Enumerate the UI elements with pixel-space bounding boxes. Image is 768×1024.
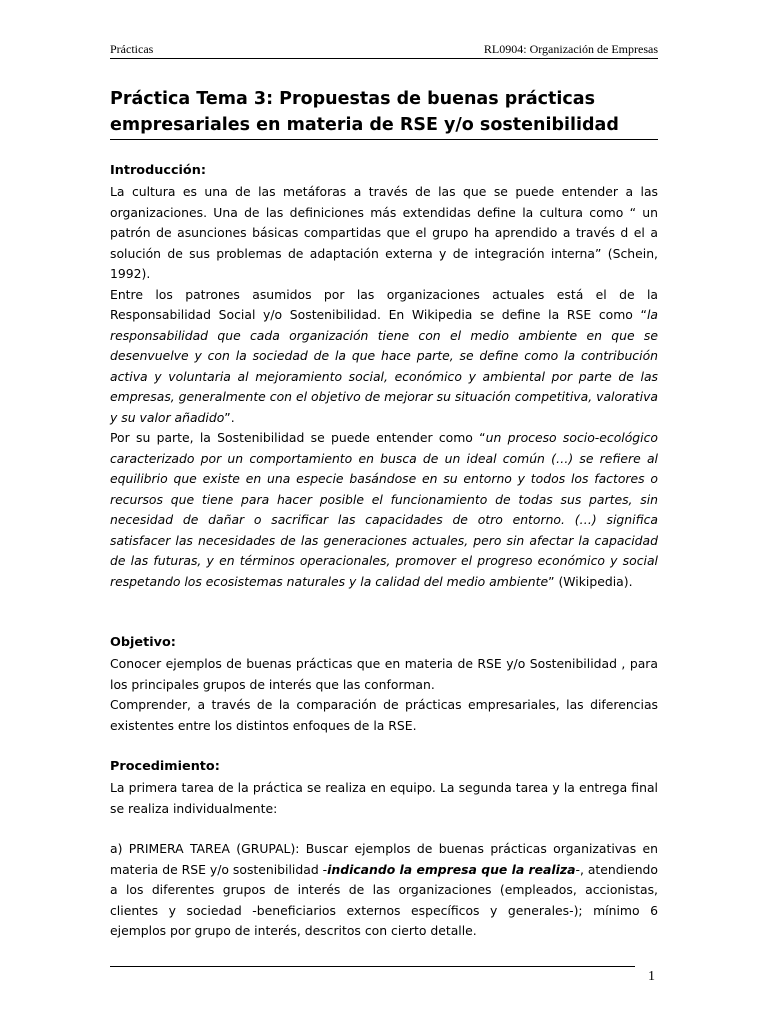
objective-section [110,632,658,736]
procedure-paragraph-1: La primera tarea de la práctica se realiza en equipo. La segunda tarea y la entrega final se realiza individualmente: [110,780,658,816]
section-spacer [110,736,658,756]
sustainability-definition-lead: Por su parte, la Sostenibilidad se puede entender como “ [110,430,486,445]
first-task-paragraph [110,839,658,942]
document-body [110,160,658,942]
page-number: 1 [648,969,655,984]
first-task-emphasis: indicando la empresa que la realiza [327,861,576,877]
first-task-lead: a) PRIMERA TAREA (GRUPAL): Buscar ejemplos de buenas prácticas organizativas en materia de RSE y/o sostenibilidad - [110,841,658,877]
objective-paragraph-2: Comprender, a través de la comparación de prácticas empresariales, las diferencias existentes entre los distintos enfoques de la RSE. [110,697,658,733]
header-section-name: Prácticas [110,42,154,56]
introduction-heading: Introducción: [110,163,206,178]
introduction-paragraph-2 [110,285,658,429]
footer-divider [110,966,635,967]
rse-definition-tail: ”. [224,409,235,425]
procedure-section [110,756,658,942]
objective-heading: Objetivo: [110,635,176,650]
first-task-tail: -, atendiendo a los diferentes grupos de interés de las organizaciones (empleados, accionistas, clientes y sociedad -beneficiarios externos específicos y generales-); mínimo 6 ejemplos por grupo de interés, descritos con cierto detalle. [110,861,658,938]
rse-definition-lead: Entre los patrones asumidos por las organizaciones actuales está el de la Responsabilidad Social y/o Sostenibilidad. En Wikipedia se define la RSE como “ [110,286,658,322]
objective-paragraph-1: Conocer ejemplos de buenas prácticas que en materia de RSE y/o Sostenibilidad , para los principales grupos de interés que las conforman. [110,656,658,692]
introduction-paragraph-1: La cultura es una de las metáforas a través de las que se puede entender a las organizaciones. Una de las definiciones más extendidas define la cultura como “ un patrón de asunciones básicas compartidas que el grupo ha aprendido a través d el a solución de sus problemas de adaptación externa y de integración interna” (Schein, 1992). [110,184,658,281]
rse-definition-quote: la responsabilidad que cada organización tiene con el medio ambiente en que se desenvuelve y con la sociedad de la que hace parte, se define como la contribución activa y voluntaria al mejoramiento social, económico y ambiental por parte de las empresas, generalmente con el objetivo de mejorar su situación competitiva, valorativa y su valor añadido [110,307,658,425]
introduction-paragraph-3 [110,428,658,592]
sustainability-definition-tail: ” (Wikipedia). [548,573,633,589]
header-course-name: RL0904: Organización de Empresas [483,42,658,56]
sustainability-definition-quote: un proceso socio-ecológico caracterizado por un comportamiento en busca de un ideal común (…) se refiere al equilibrio que existe en una especie basándose en su entorno y todos los factores o recursos que tiene para hacer posible el funcionamiento de todas sus partes, sin necesidad de dañar o sacrificar las capacidades de otro entorno. (…) significa satisfacer las necesidades de las generaciones actuales, pero sin afectar la capacidad de las futuras, y en términos operacionales, promover el progreso económico y social respetando los ecosistemas naturales y la calidad del medio ambiente [110,430,658,589]
paragraph-spacer [110,819,658,839]
section-spacer [110,592,658,632]
page-title: Práctica Tema 3: Propuestas de buenas prácticas empresariales en materia de RSE y/o sostenibilidad [110,86,658,140]
introduction-section [110,160,658,592]
page-header [110,40,658,59]
procedure-heading: Procedimiento: [110,759,220,774]
